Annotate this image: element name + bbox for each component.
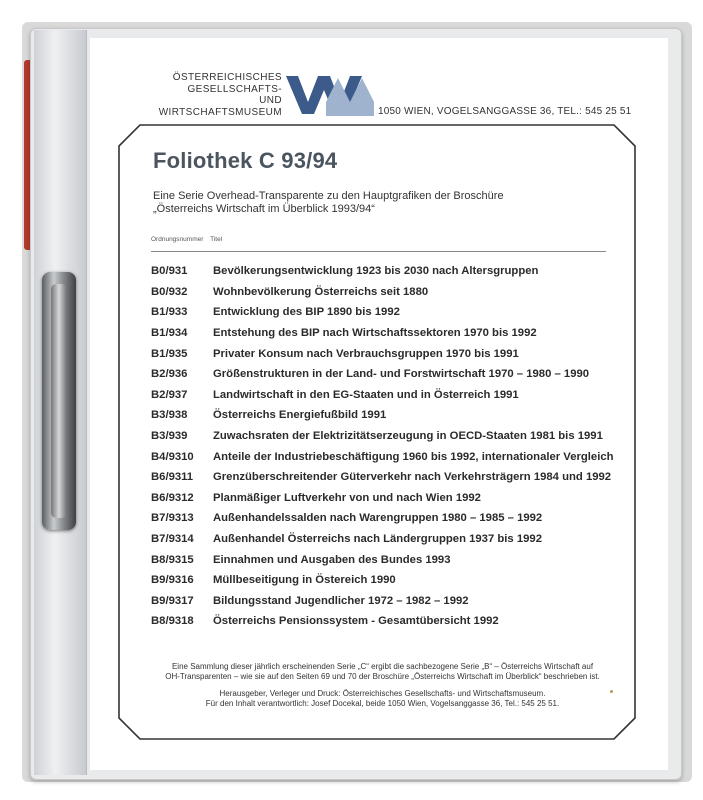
series-note-line: OH-Transparenten – wie sie auf den Seiten 69 und 70 der Broschüre „Österreichs Wirtschaft im Überblick“ beschrieben ist.: [165, 671, 600, 681]
item-code: B2/937: [151, 388, 188, 401]
item-code: B1/934: [151, 327, 188, 340]
list-item: [151, 549, 621, 570]
list-item: [151, 611, 621, 632]
transparency-list: [151, 261, 621, 632]
list-item: [151, 446, 621, 467]
list-item: [151, 591, 621, 612]
item-title: Planmäßiger Luftverkehr von und nach Wien 1992: [213, 491, 481, 504]
item-code: B9/9317: [151, 594, 194, 607]
item-title: Außenhandel Österreichs nach Ländergruppen 1937 bis 1992: [213, 533, 542, 546]
item-title: Bildungsstand Jugendlicher 1972 – 1982 – 1992: [213, 594, 469, 607]
column-headers: [151, 236, 227, 243]
museum-address: 1050 WIEN, VOGELSANGGASSE 36, TEL.: 545 25 51: [378, 106, 632, 117]
subtitle-line: Eine Serie Overhead-Transparente zu den Hauptgrafiken der Broschüre: [153, 190, 504, 202]
item-title: Entstehung des BIP nach Wirtschaftssektoren 1970 bis 1992: [213, 327, 537, 340]
list-item: [151, 343, 621, 364]
item-title: Entwicklung des BIP 1890 bis 1992: [213, 306, 400, 319]
item-title: Größenstrukturen in der Land- und Forstwirtschaft 1970 – 1980 – 1990: [213, 368, 590, 381]
museum-line: UND: [259, 95, 282, 106]
subtitle-line: „Österreichs Wirtschaft im Überblick 1993/94“: [153, 203, 375, 215]
item-code: B7/9314: [151, 533, 194, 546]
museum-name: [142, 72, 282, 118]
item-title: Außenhandelssalden nach Warengruppen 1980 – 1985 – 1992: [213, 512, 543, 525]
list-item: [151, 467, 621, 488]
speck: [610, 690, 613, 693]
list-item: [151, 302, 621, 323]
item-title: Österreichs Pensionssystem - Gesamtübersicht 1992: [213, 615, 499, 628]
item-code: B3/939: [151, 430, 188, 443]
list-item: [151, 570, 621, 591]
list-item: [151, 508, 621, 529]
column-header-number: Ordnungsnummer: [151, 236, 204, 243]
item-code: B8/9318: [151, 615, 194, 628]
clip-bar: [51, 284, 67, 518]
list-item: [151, 364, 621, 385]
item-title: Bevölkerungsentwicklung 1923 bis 2030 nach Altersgruppen: [213, 265, 539, 278]
publisher-note: [140, 689, 625, 708]
publisher-line: Für den Inhalt verantwortlich: Josef Docekal, beide 1050 Wien, Vogelsanggasse 36, Tel.: 545 25 51.: [205, 698, 560, 708]
binder-clip[interactable]: [42, 272, 76, 530]
column-header-title: Titel: [210, 236, 223, 243]
list-item: [151, 426, 621, 447]
museum-line: ÖSTERREICHISCHES: [172, 72, 282, 83]
item-code: B6/9311: [151, 471, 194, 484]
museum-line: GESELLSCHAFTS-: [187, 83, 282, 95]
list-item: [151, 385, 621, 406]
page-title: Foliothek C 93/94: [153, 148, 338, 173]
item-title: Privater Konsum nach Verbrauchsgruppen 1970 bis 1991: [213, 347, 519, 360]
header-rule: [151, 251, 606, 252]
item-code: B4/9310: [151, 450, 194, 463]
item-title: Zuwachsraten der Elektrizitätserzeugung in OECD-Staaten 1981 bis 1991: [213, 430, 603, 443]
list-item: [151, 405, 621, 426]
museum-line: WIRTSCHAFTSMUSEUM: [158, 106, 282, 118]
list-item: [151, 529, 621, 550]
series-note-line: Eine Sammlung dieser jährlich erscheinenden Serie „C“ ergibt die sachbezogene Serie „B“ – Österreichs Wirtschaft auf: [171, 662, 594, 671]
footer: [140, 662, 625, 716]
item-code: B1/935: [151, 347, 188, 360]
subtitle: [153, 190, 583, 216]
item-title: Grenzüberschreitender Güterverkehr nach Verkehrsträgern 1984 und 1992: [213, 471, 612, 484]
list-item: [151, 261, 621, 282]
item-title: Österreichs Energiefußbild 1991: [213, 409, 387, 422]
item-code: B0/932: [151, 285, 188, 298]
list-item: [151, 282, 621, 303]
item-title: Wohnbevölkerung Österreichs seit 1880: [213, 285, 429, 298]
item-code: B7/9313: [151, 512, 194, 525]
item-code: B1/933: [151, 306, 188, 319]
item-code: B2/936: [151, 368, 188, 381]
item-code: B0/931: [151, 265, 188, 278]
item-title: Anteile der Industriebeschäftigung 1960 bis 1992, internationaler Vergleich: [213, 450, 614, 463]
item-code: B9/9316: [151, 574, 194, 587]
item-code: B6/9312: [151, 491, 194, 504]
list-item: [151, 323, 621, 344]
publisher-line: Herausgeber, Verleger und Druck: Österreichisches Gesellschafts- und Wirtschaftsmuseum.: [219, 689, 546, 698]
list-item: [151, 488, 621, 509]
item-code: B3/938: [151, 409, 188, 422]
item-code: B8/9315: [151, 553, 194, 566]
museum-logo-icon: [286, 72, 374, 116]
letterhead: [142, 72, 632, 122]
item-title: Einnahmen und Ausgaben des Bundes 1993: [213, 553, 451, 566]
item-title: Landwirtschaft in den EG-Staaten und in Österreich 1991: [213, 388, 519, 401]
series-note: [140, 662, 625, 681]
item-title: Müllbeseitigung in Östereich 1990: [213, 574, 396, 587]
